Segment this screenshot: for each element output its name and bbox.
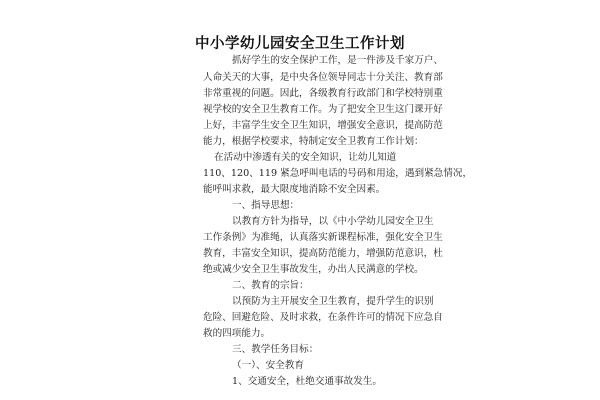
body-line: 绝或减少安全卫生事故发生，办出人民满意的学校。 [203,264,424,275]
body-line: 以教育方针为指导，以《中小学幼儿园安全卫生 [232,216,434,227]
body-line: 110、120、119 紧急呼叫电话的号码和用途，遇到紧急情况， [203,168,473,179]
section-heading: 一、指导思想： [232,200,300,211]
body-line: 1、交通安全，杜绝交通事故发生。 [232,376,383,387]
subsection-heading: （一）、安全教育 [232,360,304,371]
body-line: 上好，丰富学生安全卫生知识，增强安全意识，提高防范 [203,120,443,131]
document-title: 中小学幼儿园安全卫生工作计划 [195,35,405,52]
body-line: 危险、回避危险、及时求救，在条件许可的情况下应急自 [203,312,443,323]
body-line: 工作条例》为准绳，认真落实新课程标准，强化安全卫生 [203,232,443,243]
body-line: 视学校的安全卫生教育工作。为了把安全卫生这门课开好 [203,104,443,115]
section-heading: 二、教育的宗旨： [232,280,309,291]
body-line: 抓好学生的安全保护工作，是一件涉及千家万户、 [232,55,444,66]
body-line: 在活动中渗透有关的安全知识，让幼儿知道 [214,152,397,163]
body-line: 救的四项能力。 [203,328,271,339]
body-line: 非常重视的问题。因此，各级教育行政部门和学校特别重 [203,88,443,99]
section-heading: 三、教学任务目标： [232,344,319,355]
body-line: 能力，根据学校要求，特制定安全卫教育工作计划： [203,136,424,147]
body-line: 以预防为主开展安全卫生教育，提升学生的识别 [232,296,434,307]
body-line: 能呼叫求救，最大限度地消除不安全因素。 [203,184,386,195]
body-line: 教育，丰富安全知识，提高防范能力，增强防范意识，杜 [203,248,443,259]
body-line: 人命关天的大事，是中央各位领导同志十分关注、教育部 [203,72,443,83]
